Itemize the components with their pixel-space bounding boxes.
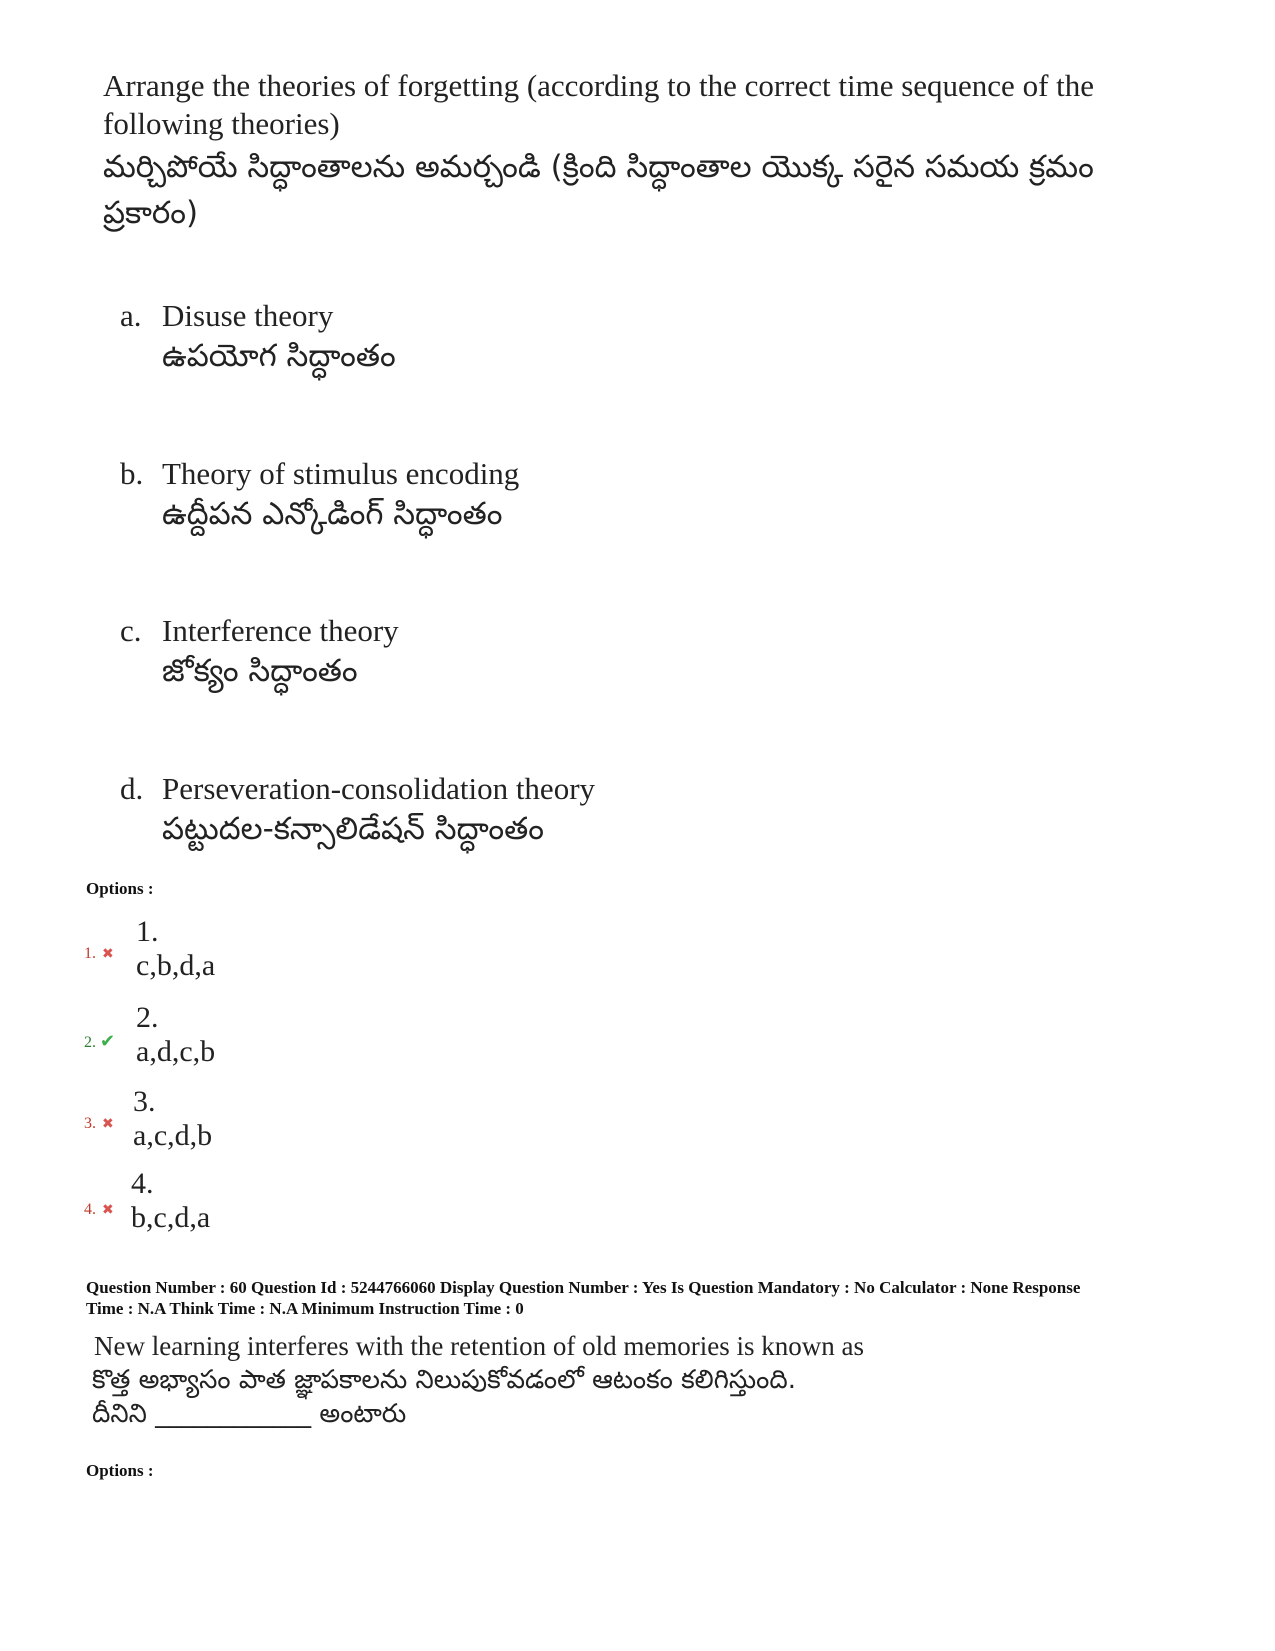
question-text-te: మర్చిపోయే సిద్ధాంతాలను అమర్చండి (క్రింది సిద్ధాంతాల యొక్క సరైన సమయ క్రమం ప్రకారం) xyxy=(103,149,1094,231)
option-text: 1. c,b,d,a xyxy=(136,915,216,982)
item-letter: d. xyxy=(120,771,144,806)
wrong-mark-icon: ✖ xyxy=(102,1116,114,1132)
item-text-te: ఉద్దీపన ఎన్కోడింగ్ సిద్ధాంతం xyxy=(162,496,503,532)
list-item-d xyxy=(120,771,595,851)
wrong-mark-icon: ✖ xyxy=(102,946,114,962)
item-text-en: Disuse theory xyxy=(162,298,334,333)
option-number: 2. xyxy=(84,1034,96,1051)
wrong-mark-icon: ✖ xyxy=(102,1202,114,1218)
item-text-en: Interference theory xyxy=(162,613,399,648)
item-text-en: Perseveration-consolidation theory xyxy=(162,771,596,806)
option-text: 2. a,d,c,b xyxy=(136,1001,216,1068)
question-meta-line2: Time : N.A Think Time : N.A Minimum Instruction Time : 0 xyxy=(86,1299,524,1318)
question-meta-line1: Question Number : 60 Question Id : 5244766060 Display Question Number : Yes Is Question Mandatory : No Calculator : None Response xyxy=(86,1278,1081,1297)
options-label: Options : xyxy=(86,879,154,898)
option-text: 3. a,c,d,b xyxy=(133,1085,213,1152)
list-item-b xyxy=(120,456,519,536)
item-text-te: పట్టుదల-కన్సాలిడేషన్ సిద్ధాంతం xyxy=(162,811,544,847)
question2-text-te-line2: దీనిని ____________ అంటారు xyxy=(92,1399,407,1429)
list-item-c xyxy=(120,613,399,693)
option-text: 4. b,c,d,a xyxy=(131,1167,211,1234)
item-text-te: ఉపయోగ సిద్ధాంతం xyxy=(162,338,396,374)
list-item-a xyxy=(120,298,396,378)
question2-text-en: New learning interferes with the retention of old memories is known as xyxy=(94,1331,865,1361)
question-meta xyxy=(86,1277,1196,1319)
option-number: 1. xyxy=(84,945,96,962)
option-number: 4. xyxy=(84,1201,96,1218)
item-letter: b. xyxy=(120,456,144,491)
correct-check-icon: ✔ xyxy=(100,1031,116,1052)
item-letter: c. xyxy=(120,613,142,648)
item-text-te: జోక్యం సిద్ధాంతం xyxy=(162,653,358,689)
options-label-q2: Options : xyxy=(86,1461,154,1480)
item-text-en: Theory of stimulus encoding xyxy=(162,456,520,491)
question2-text-te-line1: కొత్త అభ్యాసం పాత జ్ఞాపకాలను నిలుపుకోవడంలో ఆటంకం కలిగిస్తుంది. xyxy=(92,1365,796,1395)
option-number: 3. xyxy=(84,1115,96,1132)
item-letter: a. xyxy=(120,298,142,333)
question-text-en: Arrange the theories of forgetting (according to the correct time sequence of the following theories) xyxy=(103,68,1095,141)
